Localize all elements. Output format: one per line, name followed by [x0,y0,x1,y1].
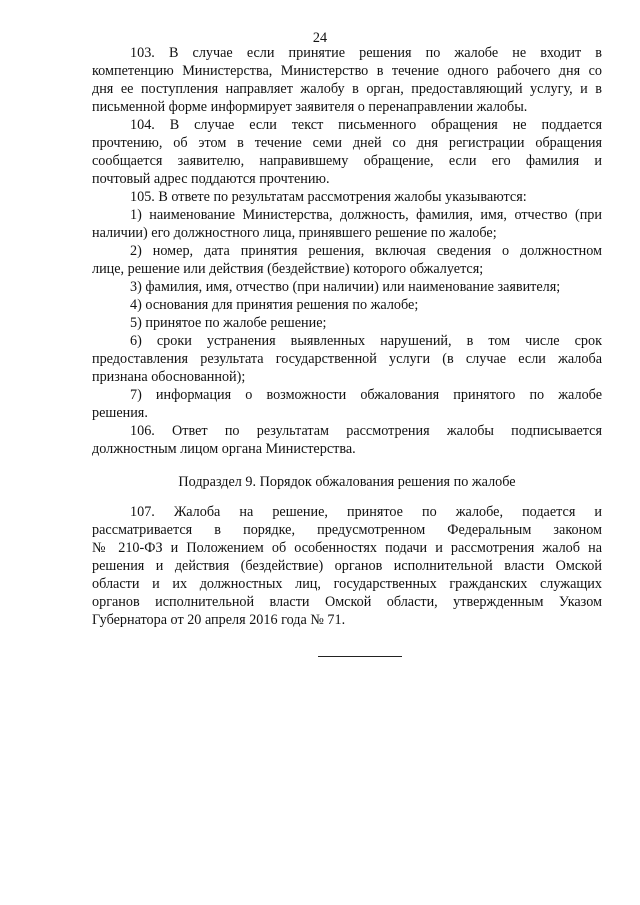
paragraph-line: лице, решение или действия (бездействие) которого обжалуется; [92,261,484,277]
paragraph-p107 [92,503,602,629]
paragraph-line: 3) фамилия, имя, отчество (при наличии) или наименование заявителя; [130,279,561,295]
paragraph-line: сообщается заявителю, направившему обращение, если его фамилия и [92,153,602,169]
paragraph-line: 107. Жалоба на решение, принятое по жалобе, подается и [130,504,602,520]
end-separator-line [318,656,402,657]
paragraph-line: компетенцию Министерства, Министерство в течение одного рабочего дня со [92,63,602,79]
paragraph-line: Губернатора от 20 апреля 2016 года № 71. [92,612,346,628]
paragraph-p105-4 [92,296,602,314]
paragraph-p105-6 [92,332,602,386]
paragraph-p105-2 [92,242,602,278]
paragraph-line: признана обоснованной); [92,369,246,385]
paragraph-line: 1) наименование Министерства, должность, фамилия, имя, отчество (при [130,207,602,223]
paragraph-line: органов исполнительной власти Омской области, утвержденным Указом [92,594,602,610]
paragraph-p104 [92,116,602,188]
paragraph-line: 106. Ответ по результатам рассмотрения жалобы подписывается [130,423,602,439]
paragraph-line: письменной форме информирует заявителя о перенаправлении жалобы. [92,99,528,115]
page-number: 24 [312,30,328,46]
paragraph-line: решения. [92,405,148,421]
paragraph-line: дня ее поступления направляет жалобу в орган, предоставляющий услугу, и в [92,81,602,97]
paragraph-line: наличии) его должностного лица, принявшего решение по жалобе; [92,225,497,241]
paragraph-line: 2) номер, дата принятия решения, включая сведения о должностном [130,243,602,259]
paragraph-line: 104. В случае если текст письменного обращения не поддается [130,117,602,133]
paragraph-p105-5 [92,314,602,332]
paragraph-p105-1 [92,206,602,242]
paragraph-p105-7 [92,386,602,422]
paragraph-line: прочтению, об этом в течение семи дней со дня регистрации обращения [92,135,602,151]
spacer [92,491,602,503]
paragraph-line: предоставления результата государственной услуги (в случае если жалоба [92,351,602,367]
document-body [92,44,602,629]
paragraph-line: № 210-ФЗ и Положением об особенностях подачи и рассмотрения жалоб на [92,540,602,556]
paragraph-line: 6) сроки устранения выявленных нарушений, в том числе срок [130,333,602,349]
paragraph-line: 5) принятое по жалобе решение; [130,315,327,331]
paragraph-p105-3 [92,278,602,296]
paragraph-line: области и их должностных лиц, государственных гражданских служащих [92,576,602,592]
spacer [92,458,602,473]
paragraph-p105 [92,188,602,206]
paragraph-line: 103. В случае если принятие решения по жалобе не входит в [130,45,602,61]
paragraph-line: решения и действия (бездействие) органов исполнительной власти Омской [92,558,602,574]
paragraph-list [92,44,602,458]
paragraph-line: почтовый адрес поддаются прочтению. [92,171,330,187]
paragraph-line: 4) основания для принятия решения по жалобе; [130,297,419,313]
section-heading: Подраздел 9. Порядок обжалования решения по жалобе [178,474,516,490]
paragraph-line: 7) информация о возможности обжалования принятого по жалобе [130,387,602,403]
paragraph-line: должностным лицом органа Министерства. [92,441,356,457]
paragraph-line: 105. В ответе по результатам рассмотрения жалобы указываются: [130,189,527,205]
paragraph-p103 [92,44,602,116]
paragraph-107 [92,503,602,629]
paragraph-p106 [92,422,602,458]
paragraph-line: рассматривается в порядке, предусмотренном Федеральным законом [92,522,602,538]
